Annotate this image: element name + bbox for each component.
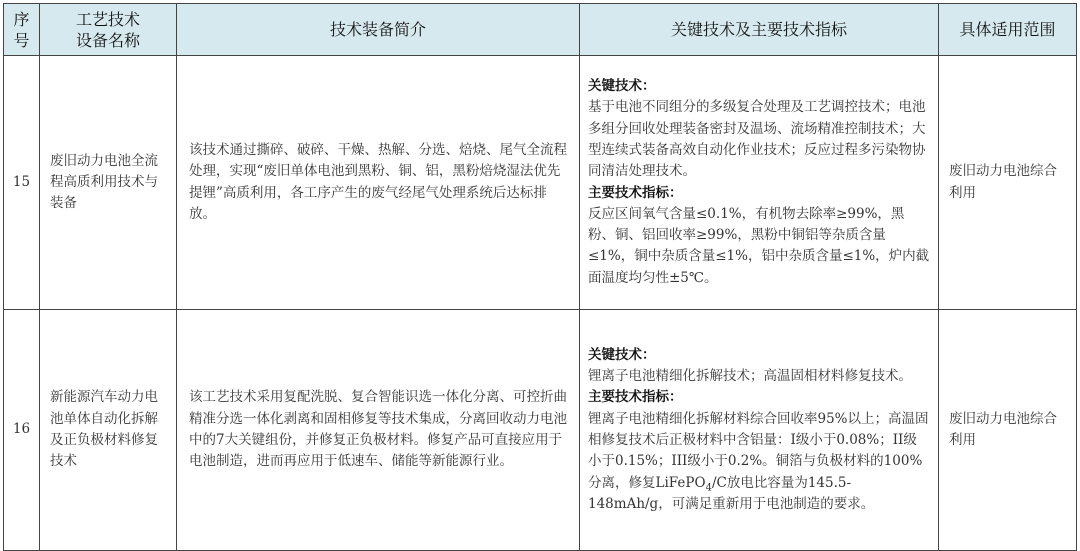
tech-intro: 该工艺技术采用复配洗脱、复合智能识选一体化分离、可控折曲精准分选一体化剥离和固相修复等技术集成，分离回收动力电池中的7大关键组份，并修复正负极材料。修复产品可直接应用于电池制造，进而再应用于低速车、储能等新能源行业。 — [177, 310, 580, 551]
scope: 废旧动力电池综合利用 — [939, 310, 1077, 551]
key-tech-text: 锂离子电池精细化拆解技术；高温固相材料修复技术。 — [588, 368, 912, 385]
table-row — [4, 310, 1077, 551]
main-index-text-a: 锂离子电池精细化拆解材料综合回收率95%以上；高温固相修复技术后正极材料中含铝量：I级小于0.08%；II级小于0.15%；III级小于0.2%。铜箔与负极材料的100%分离，修复LiFePO — [588, 410, 929, 491]
tech-intro: 该技术通过撕碎、破碎、干燥、热解、分选、焙烧、尾气全流程处理，实现“废旧单体电池到黑粉、铜、铝，黑粉焙烧湿法优先提锂”高质利用，各工序产生的废气经尾气处理系统后达标排放。 — [177, 56, 580, 310]
key-tech-heading: 关键技术： — [588, 78, 656, 95]
tech-equipment-table — [3, 3, 1077, 551]
main-index-text: 反应区间氧气含量≤0.1%，有机物去除率≥99%，黑粉、铜、铝回收率≥99%，黑粉中铜铝等杂质含量≤1%，铜中杂质含量≤1%，铝中杂质含量≤1%，炉内截面温度均匀性±5℃。 — [588, 205, 930, 286]
header-no — [4, 4, 40, 56]
table-row — [4, 56, 1077, 310]
tech-name: 废旧动力电池全流程高质利用技术与装备 — [40, 56, 177, 310]
key-indicators — [580, 310, 939, 551]
row-number: 15 — [4, 56, 40, 310]
key-tech-heading: 关键技术： — [588, 346, 656, 363]
header-intro: 技术装备简介 — [177, 4, 580, 56]
key-indicators — [580, 56, 939, 310]
formula-subscript: 4 — [705, 482, 712, 494]
header-key: 关键技术及主要技术指标 — [580, 4, 939, 56]
key-tech-text: 基于电池不同组分的多级复合处理及工艺调控技术；电池多组分回收处理装备密封及温场、流场精准控制技术；大型连续式装备高效自动化作业技术；反应过程多污染物协同清洁处理技术。 — [588, 99, 926, 180]
header-row — [4, 4, 1077, 56]
main-index-heading: 主要技术指标： — [588, 184, 683, 201]
main-index-text — [588, 409, 930, 515]
tech-name: 新能源汽车动力电池单体自动化拆解及正负极材料修复技术 — [40, 310, 177, 551]
header-no-label: 序号 — [13, 9, 30, 50]
main-index-text-b: /C放电比容量为145.5-148mAh/g，可满足重新用于电池制造的要求。 — [588, 474, 875, 512]
main-index-heading: 主要技术指标： — [588, 389, 683, 406]
header-name — [40, 4, 177, 56]
header-scope: 具体适用范围 — [939, 4, 1077, 56]
scope: 废旧动力电池综合利用 — [939, 56, 1077, 310]
row-number: 16 — [4, 310, 40, 551]
header-name-label: 工艺技术设备名称 — [75, 9, 140, 50]
